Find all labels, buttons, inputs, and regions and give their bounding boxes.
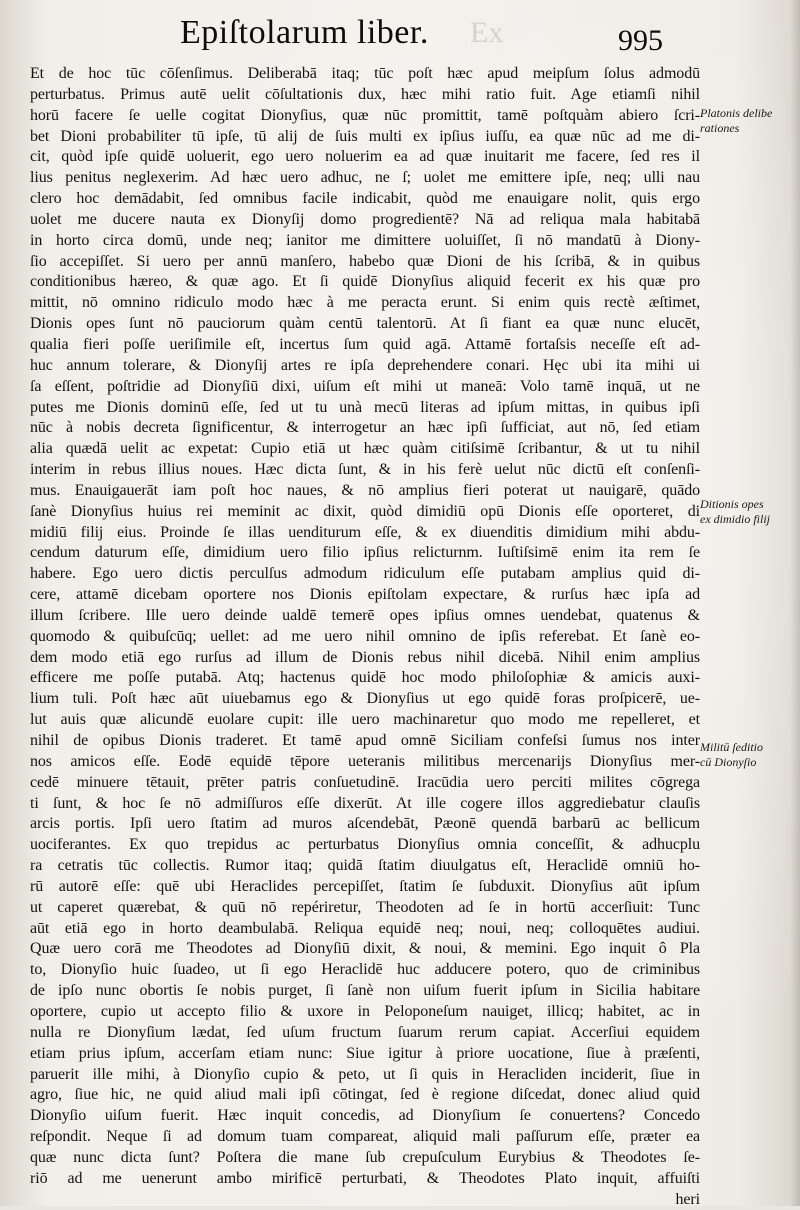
text-line: quomodo & quibuſcūq; uellet: ad me uero nihil omnino de ipſis referebat. Et ſanè eo- [30, 627, 700, 645]
text-line: clero hoc demādabit, ſed omnibus facile indicabit, quòd me enauigare nolit, quis ergo [30, 190, 700, 208]
text-line: ſanè Dionyſius huius rei meminit ac dixit, quòd dimidiū opū Dionis eſſe oporteret, di [30, 502, 700, 520]
text-line: lut auis quæ alicundē euolare cupit: ille uero machinaretur quo modo me repelleret, et [30, 711, 700, 729]
text-line: dem modo etiā ego rurſus ad illum de Dionis rebus nihil dicebā. Nihil enim amplius [30, 648, 700, 666]
text-line: cit, quòd ipſe quidē uoluerit, ego uero noluerim ea ad quæ inuitarit me facere, ſed res il [30, 148, 700, 166]
bleed-through-title: Ex [470, 16, 504, 49]
text-line: riō ad me uenerunt ambo mirificē perturbati, & Theodotes Plato inquit, affuiſti [30, 1169, 700, 1187]
margin-note-platonis [700, 106, 796, 136]
text-line: heri [675, 1190, 700, 1208]
text-line: to, Dionyſio huic ſuadeo, ut ſi ego Heraclidē huc adducere potero, quo de criminibus [30, 961, 700, 979]
text-line: ti ſunt, & hoc ſe nō admiſſuros eſſe dixerūt. At ille cogere illos aggrediebatur clauſis [30, 794, 700, 812]
text-line: oportere, cupio ut accepto filio & uxore in Peloponeſum nauiget, illicq; habitet, ac in [30, 1002, 700, 1020]
text-line: mus. Enauigauerāt iam poſt hoc naues, & nō amplius fieri poterat ut nauigarē, quādo [30, 481, 700, 499]
text-line: aūt etiā ego in horto deambulabā. Reliqua equidē neq; noui, neq; colloquētes audiui. [30, 919, 700, 937]
text-line: ſa eſſent, poſtridie ad Dionyſiū dixi, uiſum eſt mihi ut maneā: Volo tamē inquā, ut ne [30, 377, 700, 395]
page-edge-shadow [790, 0, 800, 1206]
text-line: putes me Dionis dominū eſſe, ſed ut tu unà mecū literas ad ipſum mittas, in quibus ipſi [30, 398, 700, 416]
text-line: ra cetratis tūc collectis. Rumor itaq; quidā ſtatim diuulgatus eſt, Heraclidē omniū ho- [30, 857, 700, 875]
text-line: reſpondit. Neque ſi ad domum tuam compareat, aliquid mali paſſurum eſſe, præter ea [30, 1128, 700, 1146]
running-title: Epiſtolarum liber. [180, 14, 429, 51]
text-line: nulla re Dionyſium lædat, ſed uſum fructum ſuarum rerum capiat. Accerſiui equidem [30, 1023, 700, 1041]
text-line: Dionis opes ſunt nō pauciorum quàm centū talentorū. At ſi fiant ea quæ nunc elucēt, [30, 315, 700, 333]
text-line: cendum daturum eſſe, dimidium uero filio ipſius relicturnm. Iuſtiſsimē enim ita rem ſe [30, 544, 700, 562]
text-line: paruerit ille mihi, à Dionyſio cupio & peto, ut ſi quis in Heracliden inciderit, ſiue in [30, 1065, 700, 1083]
text-line: mittit, nō omnino ridiculo modo hæc à me peracta erunt. Si enim quis rectè æſtimet, [30, 294, 700, 312]
text-line: horū facere ſe uelle cogitat Dionyſius, quæ nūc promittit, tamē poſtquàm abiero ſcri- [30, 106, 700, 124]
text-line: interim in rebus illius noues. Hæc dicta ſunt, & in his ferè uelut nūc dictū eſt conſenſi- [30, 461, 700, 479]
text-line: Et de hoc tūc cōſenſimus. Deliberabā itaq; tūc poſt hæc apud meipſum ſolus admodū [30, 65, 700, 82]
text-line: lius penitus neglexerim. Ad hæc uero adhuc, ne ſ; uolet me emittere ipſe, neq; ulli nau [30, 169, 700, 187]
text-line: conditionibus hæreo, & quæ ago. Et ſi quidē Dionyſius aliquid fecerit ex his quæ pro [30, 273, 700, 291]
text-line: Dionyſio uiſum fuerit. Hæc inquit concedis, ad Dionyſium ſe conuertens? Concedo [30, 1107, 700, 1125]
margin-note-ditionis [700, 497, 796, 527]
text-line: huc annum tolerare, & Dionyſij artes re ipſa deprehendere conari. Hęc ubi ita mihi ui [30, 356, 700, 374]
text-line: arcis portis. Ipſi uero ſtatim ad muros aſcendebāt, Pæonē quendā barbarū ac bellicum [30, 815, 700, 833]
text-line: nos amicos eſſe. Eodē equidē tēpore ueteranis militibus mercenarijs Dionyſius mer- [30, 752, 700, 770]
text-line: nūc à nobis decreta ſignificentur, & interrogetur an hæc ipſi ſufficiat, aut nō, ſed etiam [30, 419, 700, 437]
text-line: lium tuli. Poſt hæc aūt uiuebamus ego & Dionyſius ut ego quidē foras proſpicerē, ue- [30, 690, 700, 708]
margin-note-line: Militū ſeditio [700, 740, 763, 754]
text-line: efficere me poſſe putabā. Atq; hactenus quidē hoc modo philoſophiæ & amicis auxi- [30, 669, 700, 687]
text-line: uolet me ducere nauta ex Dionyſij domo progredientē? Nā ad reliqua mala habitabā [30, 210, 700, 228]
body-text [30, 64, 700, 1210]
text-line: perturbatus. Primus autē uelit cōſultationis dux, hæc mihi ratio fuit. Age etiamſi nihil [30, 85, 700, 103]
page-number: 995 [618, 24, 663, 57]
text-line: de ipſo nunc obortis ſe nobis purget, ſi ſanè non uiſum fuerit ipſum in Sicilia habitare [30, 982, 700, 1000]
text-line: nihil de opibus Dionis traderet. Et tamē apud omnē Siciliam confeſsi ſumus nos inter [30, 732, 700, 749]
text-line: illum ſcribere. Ille uero deinde ualdē temerē opes ipſius omnes uendebat, quatenus & [30, 606, 700, 624]
text-line: bet Dioni probabiliter tū ipſe, tū alij de ſuis multi ex ipſius iuſſu, ea quæ nūc ad me di- [30, 127, 700, 145]
text-line: ſio accepiſſet. Si uero per annū manſero, habebo quæ Dioni de his ſcribā, & in quibus [30, 252, 700, 270]
margin-note-line: cū Dionyſio [700, 755, 757, 769]
margin-note-line: Platonis delibe [700, 106, 773, 120]
text-line: uociferantes. Ex quo trepidus ac perturbatus Dionyſius omnia conceſſit, & adhucplu [30, 836, 700, 854]
text-line: ut caperet quærebat, & quū nō repériretur, Theodoten ad ſe in hortū accerſiuit: Tunc [30, 898, 700, 916]
text-line: cere, attamē dicebam oportere nos Dionis epiſtolam expectare, & rurſus hæc ipſa ad [30, 586, 700, 604]
text-line: agro, ſiue hic, ne quid aliud mali ipſi cōtingat, ſed è regione diſcedat, donec aliud quid [30, 1086, 700, 1104]
text-line: Quæ uero corā me Theodotes ad Dionyſiū dixit, & noui, & memini. Ego inquit ô Pla [30, 940, 700, 958]
text-line: cedē minuere tētauit, prēter patris conſuetudinē. Iracūdia uero perciti milites cōgrega [30, 773, 700, 791]
text-line: habere. Ego uero dictis perculſus admodum ridiculum eſſe putabam amplius quid di- [30, 565, 700, 583]
margin-note-line: ex dimidio filij [700, 512, 770, 526]
text-line: etiam prius ipſum, accerſam etiam nunc: Siue igitur à priore uocatione, ſiue à præſenti, [30, 1044, 700, 1062]
text-line: in horto circa domū, unde neq; ianitor me dimittere uoluiſſet, ſi nō mandatū à Diony- [30, 231, 700, 249]
text-line: qualia fieri poſſe ueriſimile eſt, incertus ſum quid agā. Attamē fortaſsis neceſſe eſt ad- [30, 335, 700, 353]
text-line: rū autorē eſſe: quē ubi Heraclides percepiſſet, ſtatim ſe ſubduxit. Dionyſius aūt ipſum [30, 877, 700, 895]
text-line: quæ nunc dicta ſunt? Poſtera die mane ſub crepuſculum Eurybius & Theodotes ſe- [30, 1148, 700, 1166]
margin-note-line: Ditionis opes [700, 497, 764, 511]
text-line: midiū filij eius. Proinde ſe illas uenditurum eſſe, & ex diuenditis dimidium mihi abdu- [30, 523, 700, 541]
margin-note-line: rationes [700, 121, 740, 135]
text-line: alia quædā uelit ac expetat: Cupio etiā ut hæc quàm citiſsimē ſcribantur, & ut tu nihil [30, 440, 700, 458]
margin-note-militum [700, 740, 796, 770]
